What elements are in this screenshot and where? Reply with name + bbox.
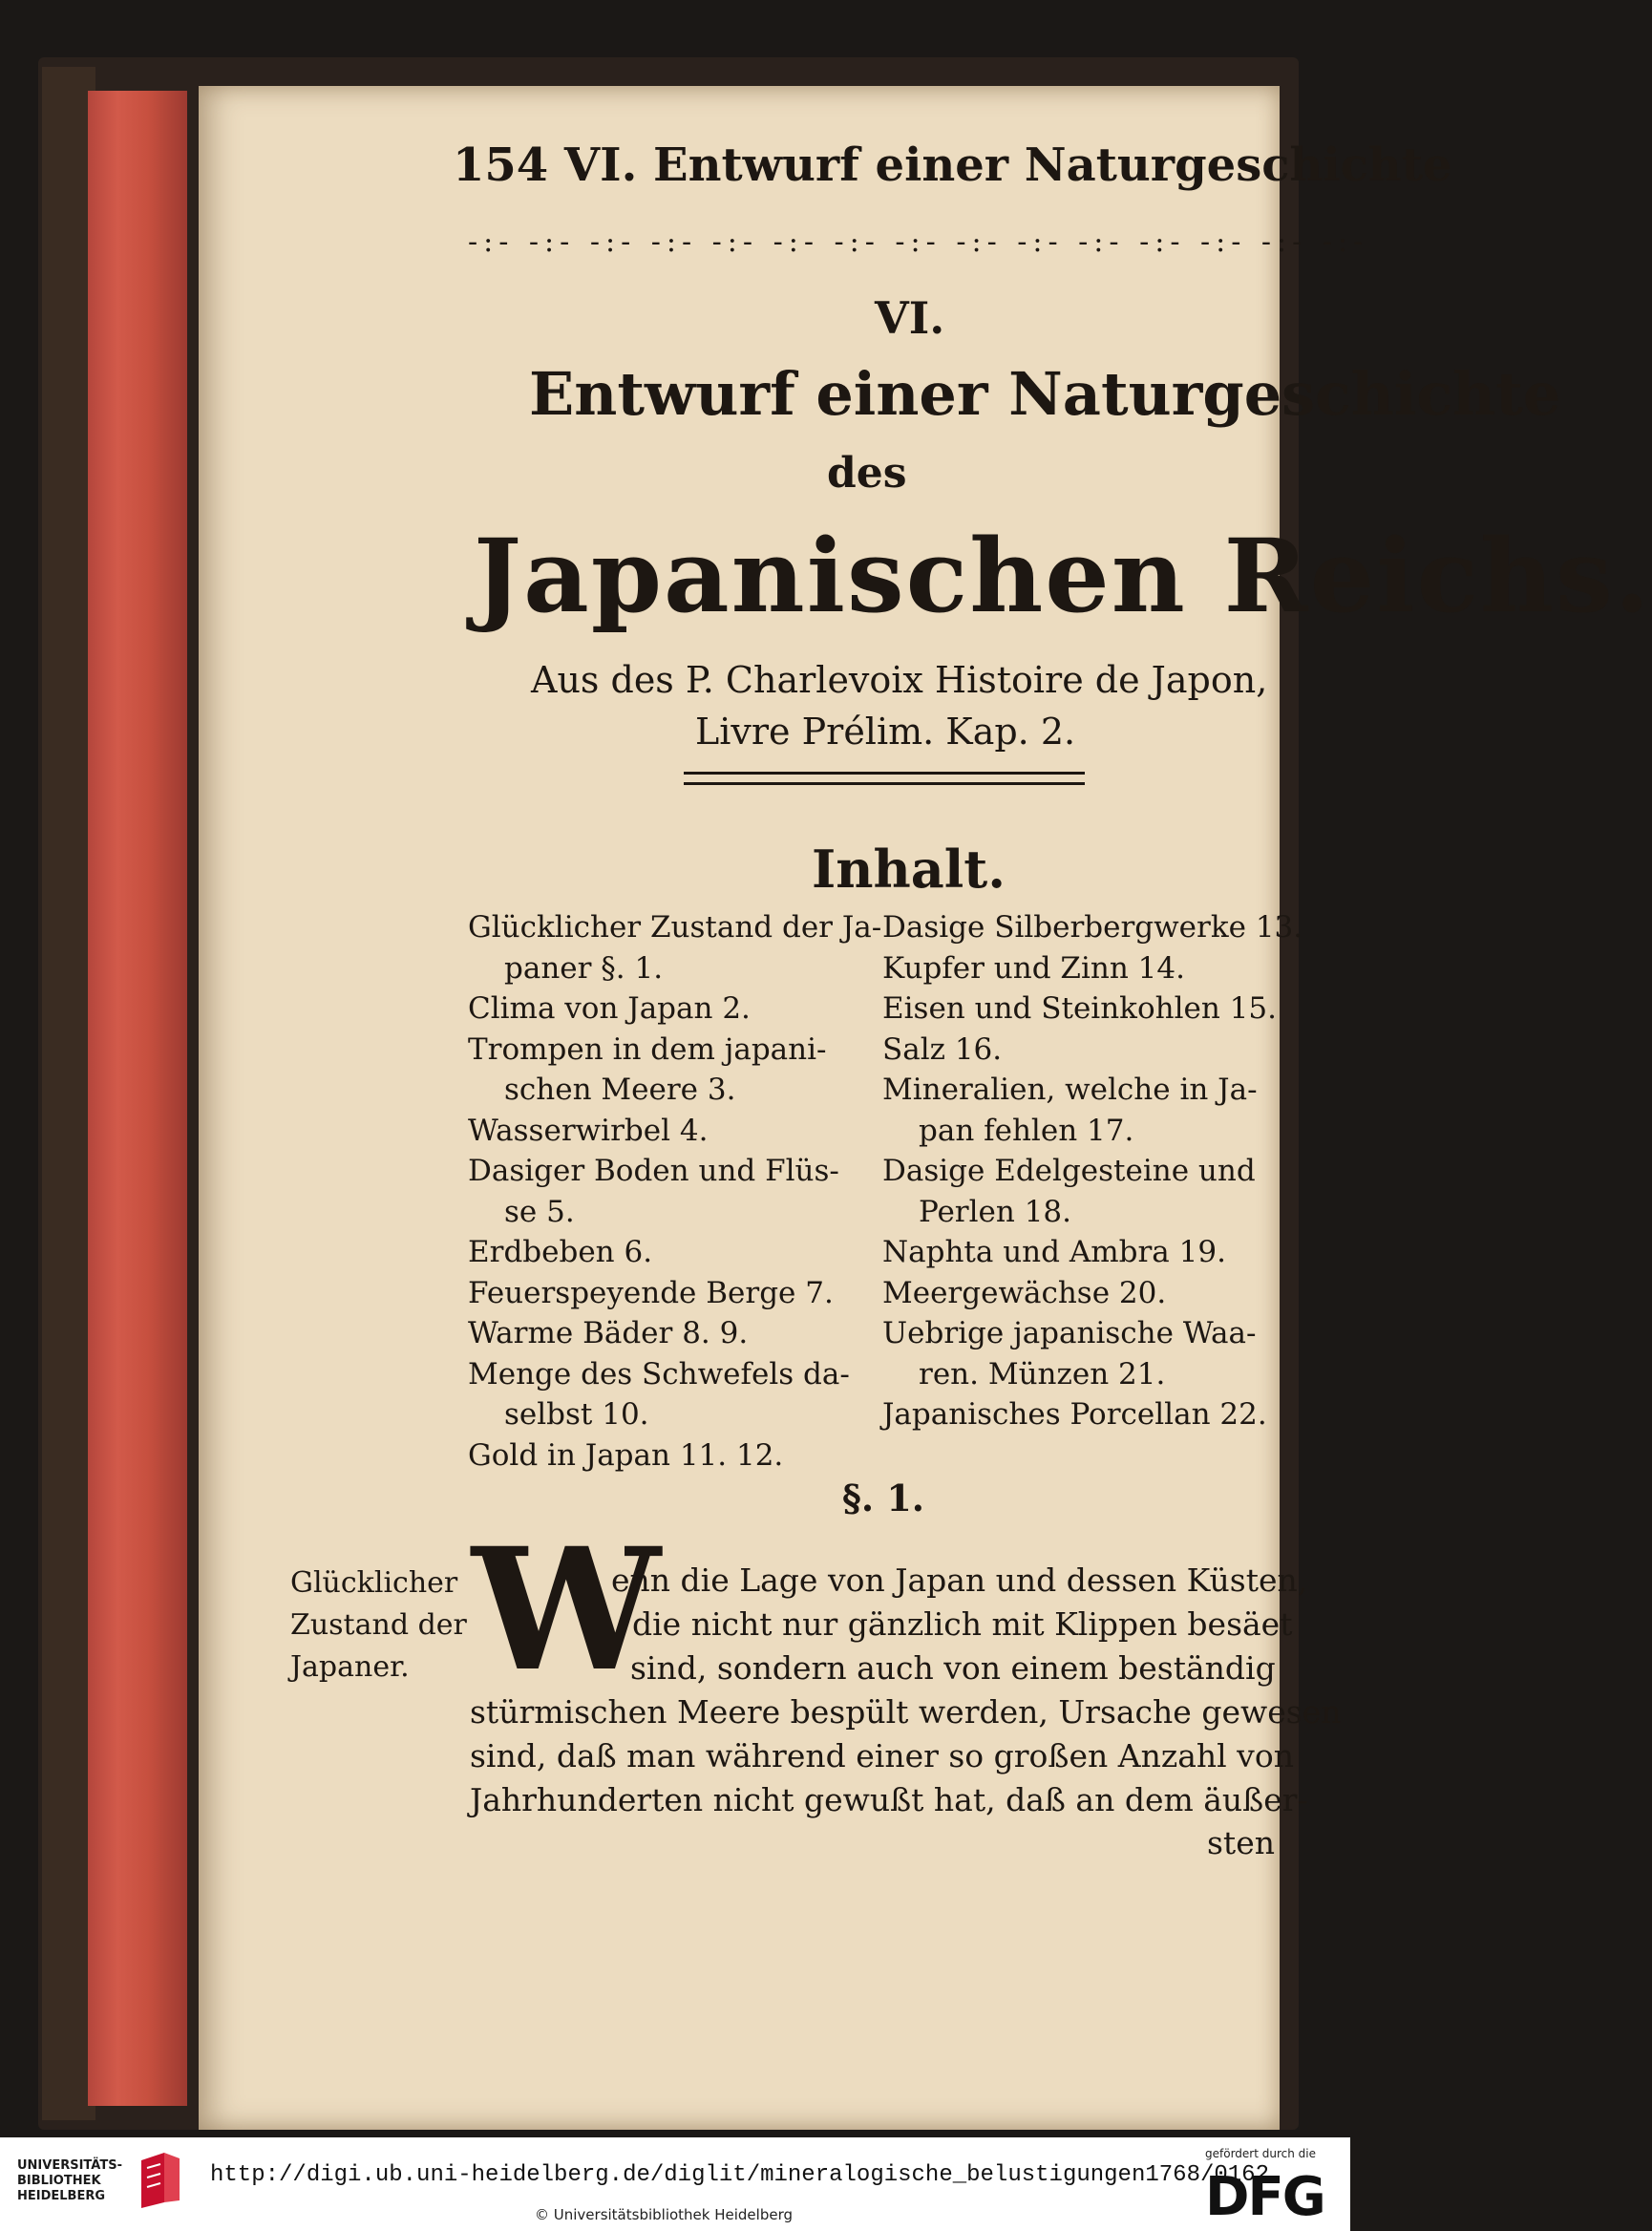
source-line-1: Aus des P. Charlevoix Histoire de Japon, bbox=[531, 659, 1268, 701]
institution-line: UNIVERSITÄTS- bbox=[17, 2158, 122, 2173]
contents-entry: Erdbeben 6. bbox=[468, 1235, 653, 1269]
contents-entry: pan fehlen 17. bbox=[919, 1113, 1134, 1148]
contents-entry: Dasiger Boden und Flüs- bbox=[468, 1154, 839, 1188]
body-line: sind, sondern auch von einem beständig bbox=[630, 1649, 1276, 1687]
contents-entry: Salz 16. bbox=[882, 1031, 1003, 1067]
body-line: enn die Lage von Japan und dessen Küsten, bbox=[611, 1562, 1308, 1599]
institution-name bbox=[17, 2158, 122, 2204]
divider-rule bbox=[684, 772, 1085, 785]
ornament-rule: -:- -:- -:- -:- -:- -:- -:- -:- -:- -:- -:- -:- -:- -:- -:- bbox=[468, 225, 1369, 259]
institution-line: BIBLIOTHEK bbox=[17, 2174, 101, 2188]
contents-entry: Menge des Schwefels da- bbox=[468, 1356, 850, 1392]
body-line: sind, daß man während einer so großen Anzahl von bbox=[470, 1737, 1294, 1774]
contents-entry: Warme Bäder 8. 9. bbox=[468, 1316, 749, 1350]
permalink[interactable]: http://digi.ub.uni-heidelberg.de/diglit/mineralogische_belustigungen1768/0162 bbox=[210, 2162, 1269, 2188]
paragraph-sign: §. 1. bbox=[842, 1477, 925, 1519]
funded-by-label: gefördert durch die bbox=[1205, 2147, 1316, 2160]
library-logo-icon bbox=[136, 2151, 183, 2210]
contents-left-column bbox=[468, 907, 882, 1476]
running-head: 154 VI. Entwurf einer Naturgeschichte bbox=[453, 138, 1452, 192]
title-line-3: Japanischen Reichs. bbox=[474, 516, 1652, 635]
institution-line: HEIDELBERG bbox=[17, 2189, 106, 2203]
title-line-2: des bbox=[827, 449, 907, 498]
copyright-notice: © Universitätsbibliothek Heidelberg bbox=[535, 2206, 794, 2223]
contents-entry: Kupfer und Zinn 14. bbox=[882, 950, 1185, 986]
contents-entry: Clima von Japan 2. bbox=[468, 991, 751, 1026]
contents-entry: schen Meere 3. bbox=[504, 1073, 736, 1107]
contents-entry: paner §. 1. bbox=[504, 950, 664, 986]
side-note-line: Zustand der bbox=[290, 1608, 467, 1642]
contents-entry: Perlen 18. bbox=[919, 1194, 1072, 1229]
contents-right-column bbox=[882, 907, 1303, 1435]
source-line-2: Livre Prélim. Kap. 2. bbox=[695, 711, 1076, 753]
contents-entry: Trompen in dem japani- bbox=[468, 1031, 827, 1067]
contents-entry: selbst 10. bbox=[504, 1397, 649, 1432]
red-page-edges bbox=[88, 91, 187, 2106]
contents-entry: Dasige Silberbergwerke 13. bbox=[882, 910, 1303, 945]
body-line: Jahrhunderten nicht gewußt hat, daß an dem äußer- bbox=[470, 1781, 1308, 1818]
contents-entry: Wasserwirbel 4. bbox=[468, 1113, 709, 1148]
contents-heading: Inhalt. bbox=[812, 839, 1006, 900]
catchword: sten bbox=[1207, 1824, 1275, 1861]
contents-entry: Gold in Japan 11. 12. bbox=[468, 1437, 784, 1473]
contents-entry: Japanisches Porcellan 22. bbox=[882, 1397, 1267, 1432]
dfg-logo: DFG bbox=[1205, 2166, 1324, 2228]
contents-entry: Feuerspeyende Berge 7. bbox=[468, 1275, 834, 1310]
contents-entry: Naphta und Ambra 19. bbox=[882, 1235, 1226, 1269]
body-line: stürmischen Meere bespült werden, Ursache gewesen bbox=[470, 1693, 1342, 1731]
contents-entry: se 5. bbox=[504, 1194, 575, 1229]
side-note-line: Glücklicher bbox=[290, 1566, 458, 1600]
contents-entry: ren. Münzen 21. bbox=[919, 1356, 1166, 1392]
footer-bar bbox=[0, 2137, 1350, 2231]
contents-entry: Mineralien, welche in Ja- bbox=[882, 1073, 1258, 1107]
contents-entry: Dasige Edelgesteine und bbox=[882, 1154, 1256, 1188]
side-note-line: Japaner. bbox=[290, 1650, 410, 1684]
contents-entry: Glücklicher Zustand der Ja- bbox=[468, 910, 882, 945]
body-line: die nicht nur gänzlich mit Klippen besäet bbox=[632, 1605, 1293, 1643]
contents-entry: Meergewächse 20. bbox=[882, 1275, 1167, 1310]
contents-entry: Eisen und Steinkohlen 15. bbox=[882, 991, 1277, 1026]
drop-cap: W bbox=[472, 1511, 661, 1709]
contents-entry: Uebrige japanische Waa- bbox=[882, 1316, 1257, 1350]
title-line-1: Entwurf einer Naturgeschichte bbox=[529, 359, 1561, 429]
section-number: VI. bbox=[875, 292, 945, 344]
